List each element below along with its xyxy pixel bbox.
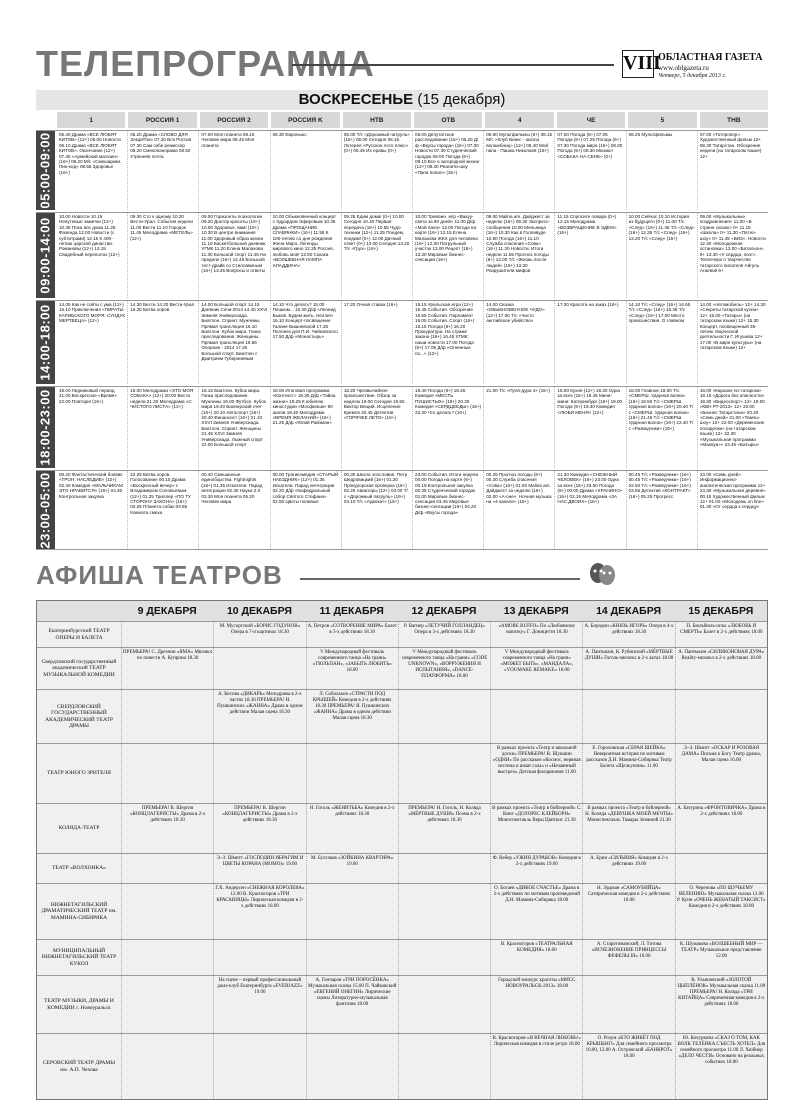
listing-cell: 00.45 Т/с «Разведчики» (16+) 00.45 Т/с «Разведчики» (16+) 02.50 Т/с «Разведчики» (16+) 03.55 Детектив «КОНТРАКТ» (16+) 05.25 Прогресс xyxy=(627,471,698,549)
theatre-row xyxy=(37,647,767,689)
listing-cell: 06.25 Мультфильмы xyxy=(627,131,698,210)
performance-cell xyxy=(213,648,305,689)
theatre-logo: МУНИЦИПАЛЬНЫЙ НИЖНЕТАГИЛЬСКИЙ ТЕАТР КУКОЛ xyxy=(41,948,117,967)
theatre-masks-icon xyxy=(588,562,616,586)
performance-cell xyxy=(121,976,213,1033)
performance-cell: Ф. Вебер «УЖИН ДУРАКОВ» Комедия в 2-х действиях 19.00 xyxy=(490,854,582,883)
listing-cell: 00.40 Смешанные единоборства. Fightnights (16+) 01.35 Искатели. Парад интеграции 02.30 Наука 2.0 03.30 Моя планета 05.20 Человек мира xyxy=(199,471,270,549)
performance-cell: «AMORE BUFFO» По «Любовному напитку» Г. Доницетти 18.30 xyxy=(490,622,582,647)
theatre-row xyxy=(37,853,767,883)
theatre-row xyxy=(37,1033,767,1099)
theatre-row xyxy=(37,621,767,647)
performance-cell: П. Бюльбюль-оглы «ЛЮБОВЬ И СМЕРТЬ» Балет в 2-х действиях 18.00 xyxy=(675,622,767,647)
listing-cell: 14.10 Т/с «След» (16+) 14.55 Т/с «След» (16+) 15.35 Т/с «След» (16+) 17.00 Место происшествия. О главном xyxy=(627,301,698,384)
performance-cell: В. Ульяновский «ЗОЛОТОЙ ЦЫПЛЁНОК» Музыкальная сказка 11.00 ПРЕМЬЕРА! Н. Коляда «ТРИ КИТАЙЦА» Современная комедия в 2-х действиях 18.00 xyxy=(675,976,767,1033)
listing-cell: 14.00 Большой спорт 14.15 Дневник Сочи-2014 14.40 XXVI Зимняя Универсиада. Биатлон. Спринт. Мужчины. Прямая трансляция 16.10 Биатлон. Кубок мира. Гонка преследования. Женщины. Прямая трансляция 16.55 Опорная - 2014 17.25 Большой спорт. Биатлон с Дмитрием Губерниевым xyxy=(199,301,270,384)
day-date: (15 декабря) xyxy=(417,91,506,108)
performance-cell: А. Батурина «ФРОНТОВИЧКА» Драма в 2-х действиях 18.00 xyxy=(675,804,767,853)
newspaper-name: ОБЛАСТНАЯ ГАЗЕТА xyxy=(658,52,763,63)
performance-cell: К. Шумакова «ВОЛШЕБНЫЙ МИР — ТЕАТР» Музыкальное представление 12.00 xyxy=(675,940,767,975)
listing-cell: 18.15 Биатлон. Кубок мира. Гонка преследования. Мужчины 19.00 Футбол. Кубок мира 19.40 Баннерский счет (16+) 20.10 Автоспорт (16+) 20.40 Финансист (16+) 21.10 XXVI Зимняя Универсиада. Биатлон. Спринт. Женщины 21.45 XXVI Зимняя Универсиада. Лыжный спорт 22.00 Большой спорт xyxy=(199,387,270,468)
time-band-label: 18:00-23:00 xyxy=(36,387,55,468)
date-header: 11 ДЕКАБРЯ xyxy=(319,605,384,617)
performance-cell: В рамках проекта «Театр и школьной доски» ПРЕМЬЕРА! В. Шукшин «ОДНИ» По рассказам «Космос, нервная система и шмат сала» и «Нечаянный выстрел» Детская филармония 11.00 xyxy=(490,744,582,803)
performance-cell xyxy=(121,744,213,803)
theatre-title-rule xyxy=(300,578,580,580)
theatre-row xyxy=(37,883,767,939)
theatre-logo: ТЕАТР ЮНОГО ЗРИТЕЛЯ xyxy=(47,770,111,777)
performance-cell xyxy=(213,744,305,803)
listing-cell: 06.30 Евроньюс xyxy=(271,131,342,210)
performance-cell: ПРЕМЬЕРА! С. Дрезнин «ЯМА» Мюзикл по повести А. Куприна 18.30 xyxy=(121,648,213,689)
listing-cell: 17.20 Очная ставка (16+) xyxy=(342,301,413,384)
listing-cell: 23.25 Битва хоров. Голосование 00.10 Драма «Воскресный вечер» с Владимиром Соловьевым (12+) 01.25 Триллер «ПО ТУ СТОРОНУ ЗАКОНА» (16+) 03.25 Планета собак 03.55 Комната смеха xyxy=(128,471,199,549)
channel-logo: 4 xyxy=(485,112,553,128)
listing-cell: 21.30 Комедия «СНЕЖНЫЙ ЧЕЛОВЕК» (16+) 23.00 Одна за всех (16+) 23.50 Погода (6+) 00.00 Драма «ХРАНИНО» (16+) 02.15 Мелодрама «ЗА НАС ДВОИХ» (16+) xyxy=(555,471,626,549)
performance-cell: О. Розум «КТО ЖИВЁТ ПОД КРЫШЬЮ?» Для семейного просмотра 10.00, 12.00 А. Островский «БАНКРОТ» 18.00 xyxy=(582,1034,674,1099)
time-band-label: 09:00-14:00 xyxy=(36,213,55,298)
performance-cell xyxy=(398,690,490,743)
theatre-logo: ТЕАТР «ВОЛХОНКА» xyxy=(52,865,106,872)
listing-cell: 09.25 Едим дома! (0+) 10.00 Сегодня 10.20 Первая передача (16+) 10.55 Чудо техники (12+) 11.25 Поедем, поедим! (0+) 12.00 Дачный ответ (0+) 13.00 Сегодня 13.20 Т/с «Груз» (16+) xyxy=(342,213,413,298)
listing-cell: 17.30 Красота на заказ (16+) xyxy=(555,301,626,384)
performance-cell xyxy=(306,1034,398,1099)
masthead xyxy=(36,44,768,84)
listing-cell: 10.00 Обыкновенный концерт с Эдуардом Эфировым 10.35 Драма «ПРОЩАНИЕ СЛАВЯНКИ» (16+) 11.55 К 100-летию со дня рождения Жена Марэ. Легенды мирового кино 12.25 Россия, любовь моя! 12.50 Сказка «ВОЛШЕБНАЯ ЛАМПА АЛАДДИНА» xyxy=(271,213,342,298)
performance-cell: ПРЕМЬЕРА! Н. Гоголь, Н. Коляда «МЁРТВЫЕ ДУШИ» Поэма в 2-х действиях 18.30 xyxy=(398,804,490,853)
performance-cell xyxy=(398,940,490,975)
date-header: 14 ДЕКАБРЯ xyxy=(596,605,661,617)
theatre-logo: ТЕАТР МУЗЫКИ, ДРАМЫ И КОМЕДИИ г. Новоуральск xyxy=(44,998,114,1011)
listing-cell: 14.00 Сказка «ОБЫКНОВЕННОЕ ЧУДО» (12+) 17.00 Т/с «Чисто английское убийство» xyxy=(484,301,555,384)
theatre-row xyxy=(37,743,767,803)
newspaper-site: www.oblgazeta.ru xyxy=(658,64,709,72)
listing-cell: 00.30 Школа злословия. Петр Шедровицкий (16+) 01.20 Прокурорская проверка (16+) 02.25 Авиаторы (12+) 03.00 Т/с «Дорожный патруль» (16+) 03.10 Т/с «Адвокат» (16+) xyxy=(342,471,413,549)
theatre-row xyxy=(37,975,767,1033)
performance-cell: О. Богаев «ДИКОЕ СЧАСТЬЕ» Драма в 2-х действиях по мотивам произведений Д.Н. Мамина-Сибиряка 18.00 xyxy=(490,884,582,939)
channel-header-row xyxy=(57,112,768,128)
title-rule xyxy=(292,64,614,66)
performance-cell: А. Гончаров «ТРИ ПОРОСЁНКА» Музыкальная сказка 15.00 П. Чайковский «ЕВГЕНИЙ ОНЕГИН» Лирические сцены Литературно-музыкальная фантазия 18.00 xyxy=(306,976,398,1033)
channel-logo: РОССИЯ K xyxy=(271,112,339,128)
theatre-row xyxy=(37,803,767,853)
channel-logo: ТНВ xyxy=(700,112,768,128)
performance-cell xyxy=(675,854,767,883)
listing-cell: 14.30 Вести 14.20 Вести-Урал 16.25 Битва хоров xyxy=(128,301,199,384)
channel-logo: 1 xyxy=(57,112,125,128)
time-band-label: 14:00-18:00 xyxy=(36,301,55,384)
performance-cell: V Международный фестиваль современного танца «На грани» «ТЮЛЬПАН», «ЗАБЫТЬ ЛЮБИТЬ» 18.00 xyxy=(306,648,398,689)
time-band xyxy=(36,386,768,468)
performance-cell: Г.Х. Андерсен «СНЕЖНАЯ КОРОЛЕВА» 12.00 В. Красногоров «ТРИ КРАСАВИЦЫ» Лирическая комедия в 2-х действиях 18.00 xyxy=(213,884,305,939)
performance-cell xyxy=(675,690,767,743)
performance-cell: А. Кесова «ДИКАРЬ» Мелодрама в 2-х частях 18.30 ПРЕМЬЕРА! Н. Пушкинских «ЖАННА» Драма в одном действии Малая сцена 18.30 xyxy=(213,690,305,743)
listing-cell: 11.15 Спросите повара (0+) 12.15 Мелодрама «ВОЗВРАЩЕНИЕ В ЭДЕМ» (16+) xyxy=(555,213,626,298)
performance-cell: Э.-З. Шмитт «ОСКАР И РОЗОВАЯ ДАМА» Письма к Богу Театр драмы, Малая сцена 16.00 xyxy=(675,744,767,803)
performance-cell xyxy=(121,1034,213,1099)
listing-cell: 10.00 Сейчас 10.10 История из будущего (0+) 11.00 Т/с «След» (16+) 11.45 Т/с «След» (16+) 12.35 Т/с «След» (16+) 13.20 Т/с «След» (16+) xyxy=(627,213,698,298)
listing-cell: 15.15 Уральская игра (12+) 15.45 События. Обозрение 15.55 События. Парламент 16.05 События. Спорт (16+) 16.15 Погода (6+) 16.20 Прокуратура. На страже закона (16+) 16.45 УГМК: наши новости 17.00 Погода (6+) 17.05 Д/ф «Огненные по...» (12+) xyxy=(413,301,484,384)
theatre-schedule-table xyxy=(36,600,768,1100)
performance-cell: Л. Собольков «СТРАСТИ ПОД КРЫШЕЙ» Комедия в 2-х действиях 18.30 ПРЕМЬЕРА! Я. Пушкинских «ЖАННА» Драма в одном действии Малая сцена 18.30 xyxy=(306,690,398,743)
performance-cell xyxy=(398,1034,490,1099)
theatre-logo: СЕРОВСКИЙ ТЕАТР ДРАМЫ им. А.П. Чехова xyxy=(42,1060,116,1073)
performance-cell: ПРЕМЬЕРА! В. Шергин «КОНЦЛАГЕРИСТЫ» Драма в 2-х действиях 18.30 xyxy=(213,804,305,853)
listing-cell: 07.00 Моя планета 08.15 Человек мира 08.45 Моя планета xyxy=(199,131,270,210)
listing-cell: 10.00 Тревожн. мгр «Вакуу-света за 80 дней» 11.00 Д/ф «Мой папа» 12.00 Погода на карте (16+) 12.15 Елена Малахова ЖКХ для человека (16+) 12.30 Патрульный участок 13.00 Рецепт (16+) 13.30 Мировые бизнес-сенсации (16+) xyxy=(413,213,484,298)
performance-cell xyxy=(398,854,490,883)
theatre-logo: Екатеринбургский ТЕАТР ОПЕРЫ И БАЛЕТА xyxy=(48,628,110,641)
performance-cell xyxy=(121,940,213,975)
performance-cell xyxy=(398,744,490,803)
listing-cell: 18.00 «Караоке по-татарски» 18.15 «Дорога без опасности» 18.30 «Видеоспорт» 12+ 19.00 «КВН РТ-2013» 12+ 20.00 «Бизнес Татарстана» 20.30 «Семь дней» 21.00 «Тамчы-шоу» 12+ 22.00 «Деревенские посиделки» (на татарском языке) 12+ 22.30 «Музыкальная программа «Манкуа»» 23.45 «Батыры» xyxy=(699,388,765,448)
performance-cell: Э.-З. Шмитт «ГОСПОДИН ИБРАГИМ И ЦВЕТЫ КОРАНА (МОМО)» 19.00 xyxy=(213,854,305,883)
performance-cell: Р. Вагнер «ЛЕТУЧИЙ ГОЛЛАНДЕЦ» Опера в 3-х действиях 18.30 xyxy=(398,622,490,647)
performance-cell xyxy=(582,690,674,743)
listing-cell: 23.00 «Семь дней». Информационно-аналитическая программа 12+ 23.30 «Музыкальная деревня» 00.15 Художественный фильм 12+ 01.00 «Молодежь on line» 01.30 «От сердца к сердцу» xyxy=(699,472,766,510)
performance-cell: М. Мусоргский «БОРИС ГОДУНОВ» Опера в 7-и картинах 18.30 xyxy=(213,622,305,647)
time-band xyxy=(36,300,768,384)
theatre-row xyxy=(37,939,767,975)
date-header: 13 ДЕКАБРЯ xyxy=(503,605,569,617)
listing-cell: 23.00 События. Итоги недели 00.00 Погода на карте (6+) 00.15 Контрольная закупка 00.35 Студенческий городок 01.00 Мировые бизнес-сенсации 03.45 Мировые бизнес-сенсации (16+) 04.20 Д/ф «Вкусы города» xyxy=(413,471,484,549)
performance-cell: В. Красногоров «И ВЕЧНАЯ ЛЮБОВЬ!» Лирическая комедия в стиле ретро 18.00 xyxy=(490,1034,582,1099)
listing-cell: 07.00 «Тотпропер». Художественный фильм 12+ 08.30 Татарстан. Обозрение недели (на татарском языке) 12+ xyxy=(699,132,762,159)
performance-cell: А. Пантыкин «СИЛИКОНОВАЯ ДУРА» Reality-мюзикл в 2-х действиях 18.00 xyxy=(675,648,767,689)
page-number: VIII xyxy=(622,50,654,78)
time-band-label: 05:00-09:00 xyxy=(36,131,55,210)
theatre-logo: НИЖНЕТАГИЛЬСКИЙ ДРАМАТИЧЕСКИЙ ТЕАТР им. МАМИНА-СИБИРЯКА xyxy=(41,902,117,921)
listing-cell: 00.20 Фантастический боевик «ТРОН: НАСЛЕДИЕ» (12+) 02.40 Комедия «МАЛЬЧИКАМ ЭТО НРАВИТСЯ» (16+) 04.30 Контрольная закупка xyxy=(57,471,128,549)
performance-cell xyxy=(121,854,213,883)
channel-logo: РОССИЯ 2 xyxy=(200,112,268,128)
date-header: 9 ДЕКАБРЯ xyxy=(137,605,197,617)
listing-cell: 05.20 Драма «СЛОВО ДЛЯ ЗАЩИТЫ» 07.20 Вся Россия 07.30 Сам себе режиссер 08.20 Смехопанорама 08.50 Утренняя почта xyxy=(128,131,199,210)
performance-cell: Е. Гороховская «СЕРАЯ ШЕЙКА» Невероятная история по мотивам рассказов Д.Н. Мамина-Сибиряка Театр Балета «Щелкунчик» 11.00 xyxy=(582,744,674,803)
date-header: 12 ДЕКАБРЯ xyxy=(411,605,477,617)
date-header: 15 ДЕКАБРЯ xyxy=(688,605,754,617)
day-name: ВОСКРЕСЕНЬЕ xyxy=(298,91,414,108)
theatre-date-header xyxy=(37,601,767,621)
theatre-logo: Свердловский государственный академический ТЕАТР МУЗЫКАЛЬНОЙ КОМЕДИИ xyxy=(41,659,117,678)
listing-cell: 14.05 Как не сойти с ума (12+) 15.10 Приключения «ПИРАТЫ КАРИБСКОГО МОРЯ: СУНДУК МЕРТВЕЦА» (12+) xyxy=(57,301,128,384)
performance-cell xyxy=(213,1034,305,1099)
listing-cell: 18.00 Главное 19.00 Т/с «СМЕРШ. Ударная волна» (16+) 19.50 Т/с «СМЕРШ. Ударная волна» (16+) 20.40 Т/с «СМЕРШ. Ударная волна» (16+) 21.45 Т/с «СМЕРШ. Ударная волна» (16+) 22.40 Т/с «Разведчики» (16+) xyxy=(627,387,698,468)
listing-cell: 10.00 Новости 10.15 Непутевые заметки (12+) 10.35 Пока все дома 11.25 Фазенда 12.00 Новости (с субтитрами) 12.15 К 400-летию царской династии. Романовы (12+) 13.15 Свадебный переполох (12+) xyxy=(57,213,128,298)
time-band xyxy=(36,470,768,550)
issue-date: Четверг, 5 декабря 2013 г. xyxy=(658,73,727,79)
performance-cell: V Международный фестиваль современного танца «На грани» «CODE UNKNOWN», «ВОРРУЖЕНИЯ И ИСПЫТАНИЯ», «DANCE-ПЛАТФОРМА» 18.00 xyxy=(398,648,490,689)
listing-cell: 18.00 Кухня (12+) 18.30 Одна за всех (16+) 18.45 Мини-мини: Катеринбург (16+) 19.00 Погода (6+) 19.30 Комедия «ЛЮБИ МЕНЯ» (12+) xyxy=(555,387,626,468)
listing-cell: 09.00 Горизонты психологии 09.20 Доктор красоты (16+) 10.00 Здоровье, вам! (16+) 10.30 В центре внимания 11.00 Здоровый образ жизни 11.10 Баскетбольный дневник УГМК 11.20 Елена Малахова 11.30 Большой спорт 11.45 На пределе (16+) 12.45 Большой тест-драйв со Стиллавиным (16+) 13.45 Вопросы и ответы xyxy=(199,213,270,298)
performance-cell: М. Булгаков «ЗОЙКИНА КВАРТИРА» 19.00 xyxy=(306,854,398,883)
performance-cell xyxy=(121,690,213,743)
performance-cell: Н. Эрдман «САМОУБИЙЦА» Сатирическая комедия в 2-х действиях 18.00 xyxy=(582,884,674,939)
theatre-logo: СВЕРДЛОВСКИЙ ГОСУДАРСТВЕННЫЙ АКАДЕМИЧЕСКИЙ ТЕАТР ДРАМЫ xyxy=(45,704,113,729)
performance-cell: В. Красногоров «ТЕАТРАЛЬНАЯ КОМЕДИЯ» 18.00 xyxy=(490,940,582,975)
listing-cell: 18.00 Мелодрама «ЭТО МОЯ СОБАКА» (12+) 20.00 Вести недели 21.30 Мелодрама «С ЧИСТОГО ЛИСТА» (12+) xyxy=(128,387,199,468)
performance-cell: А. Ерин «СИЛЬВИЯ» Комедия в 2-х действиях 19.00 xyxy=(582,854,674,883)
performance-cell xyxy=(306,940,398,975)
performance-cell: О. Черепова «ПО ЩУЧЬЕМУ ВЕЛЕНИЮ» Музыкальная сказка 12.00 Р. Куни «ОЧЕНЬ ЖЕНАТЫЙ ТАКСИСТ» Комедия в 2-х действиях 18.00 xyxy=(675,884,767,939)
listing-cell: 14.00 «Автомобиль» 12+ 14.30 «Секреты татарской кухни» 12+ 15.00 «Татары» (на татарском языке) 12+ 15.30 Концерт, посвященный 35-летию творческой деятельности Г. Игушева 12+ 17.00 «В мире культуры» (на татарском языке) 12+ xyxy=(699,302,766,351)
theatre-logo: КОЛЯДА-ТЕАТР xyxy=(58,825,100,832)
listing-cell: 18.40 Погода (6+) 18.45 Комедия «МЕСТЬ ПУШИСТЫХ» (16+) 20.20 Комедия «СЕРДЦЕЕДЫ» (16+) 22.30 Что делать? (16+) xyxy=(413,387,484,468)
listing-cell: 00.00 Трагикомедия «СТАРЫЙ НАЕЗДНИК» (12+) 01.35 Искатели. Парад интеграции 02.20 Д/ф «Кафедральный собор Святого Стефана» 02.55 Цветы полевые xyxy=(271,471,342,549)
listing-cell: 07.00 Погода (6+) 07.05 Погода (6+) 07.25 Погода (6+) 07.30 Погода мира (16+) 08.00 Погода (6+) 08.30 Мюзикл «СОБАКА НА СЕНЕ» (0+) xyxy=(555,131,626,210)
listing-cell: 09.00 «Музыкальные поздравления» 11.00 «В стране сказок» 0+ 11.15 «Школа» 0+ 11.30 «Пятно-шоу» 0+ 11.45 «ВИЗ». Новости 12.30 «Молодежная остановка» 13.00 «Батальон». 6+ 13.30 «У сердца, поэт». Телеочерк о творчестве татарского писателя Айгуль Агаевой 6+ xyxy=(699,214,766,274)
performance-cell xyxy=(398,884,490,939)
channel-logo: ЧЕ xyxy=(557,112,625,128)
performance-cell: А. Бородин «КНЯЗЬ ИГОРЬ» Опера в 4-х действиях 18.30 xyxy=(582,622,674,647)
performance-cell xyxy=(121,884,213,939)
theatre-section-title: АФИША ТЕАТРОВ xyxy=(36,560,283,590)
listing-cell: 09.30 Сто к одному 10.20 Вести-Урал. События недели 11.00 Вести 11.10 Городок 11.45 Мелодрама «МЕТЕЛЬ» (12+) xyxy=(128,213,199,298)
time-band xyxy=(36,130,768,210)
performance-cell: А. Петров «СОТВОРЕНИЕ МИРА» Балет в 3-х действиях 18.30 xyxy=(306,622,398,647)
performance-cell xyxy=(490,690,582,743)
channel-logo: РОССИЯ 1 xyxy=(128,112,196,128)
page-title: ТЕЛЕПРОГРАММА xyxy=(36,43,375,84)
time-band-label: 23:00-05:00 xyxy=(36,471,55,549)
performance-cell xyxy=(306,884,398,939)
performance-cell: В рамках проекта «Театр в бойлерной» Н. Коляда «ДЕВУШКА МОЕЙ МЕЧТЫ» Моноспектакль Тамары Зиминой 21.30 xyxy=(582,804,674,853)
channel-logo: 5 xyxy=(628,112,696,128)
time-band xyxy=(36,212,768,298)
date-header: 10 ДЕКАБРЯ xyxy=(226,605,292,617)
performance-cell xyxy=(582,976,674,1033)
performance-cell: Городской конкурс красоты «МИСС НОВОУРАЛЬСК-2013» 18.00 xyxy=(490,976,582,1033)
listing-cell: 14.10 Что делать? 15.00 Пешком... 15.30 Д/ф «Леонид Быков. Будем жить, Нелли!» 16.10 Концерт-посвящение Галине Вишневской 17.25 Полонез для П.И. Чайковского 17.50 Д/ф «Монастырь» xyxy=(271,301,342,384)
performance-cell xyxy=(121,622,213,647)
listing-cell: 18.00 Итоговая программа «Контекст» 18.30 Д/ф «Тайна жизни» 19.25 К юбилею киностудии «Мосфильм» 90 шагов 19.40 Мелодрама «ВРЕМЯ ЖЕЛАНИЙ» (16+) 21.25 Д/ф «Юлий Райзман» xyxy=(271,387,342,468)
theatre-row xyxy=(37,689,767,743)
performance-cell: Ю. Кочуркина «СКАЗ О ТОМ, КАК ВОЛК ТЕЛЁНКА СЪЕСТЬ ХОТЕЛ» Для семейного просмотра 11.00 Л. Хюбнер «ДЕЛО ЧЕСТИ» Основано на реальных событиях 18.00 xyxy=(675,1034,767,1099)
listing-cell: 05.40 Драма «ВСЕ ЛЮБЯТ КИТОВ» (12+) 06.00 Новости 06.10 Драма «ВСЕ ЛЮБЯТ КИТОВ». Окончание (12+) 07.45 «Армейский магазин» (16+) 08.20 М/с «Смешарики. Пин-код» 08.55 Здоровье (16+) xyxy=(57,131,128,210)
listing-cell: 18.20 Чрезвычайное происшествие. Обзор за неделю 19.00 Сегодня 19.50 Виктор Вещий. Исцеление Кремля 20.45 Детектив «ГОРЯЧЕЕ ЛЕТО» (16+) xyxy=(342,387,413,468)
listing-cell: 09.00 Malina am. Дайджест за неделю (16+) 09.30 Экспресс-сообщения 10.00 Мельница (16+) 10.30 Как в Голливуде 10.50 Погода (16+) 11.10 Служба спасения «Сова» (16+) 11.30 Новости. Итоги недели 11.55 Прогноз погоды (6+) 12.00 Т/с «Жизнь после людей» (16+) 13.30 Разрушители мифов xyxy=(484,213,555,298)
day-banner xyxy=(36,90,768,110)
channel-logo: НТВ xyxy=(343,112,411,128)
listing-cell: 06.00 Т/с «Дорожный патруль» (16+) 08.00 Сегодня 08.15 Лотерея «Русское лото плюс» (0+) 08.45 Их нравы (0+) xyxy=(342,131,413,210)
performance-cell: На сцене – первый профессиональный джаз-клуб Екатеринбурга «EVERJAZZ» 19.00 xyxy=(213,976,305,1033)
performance-cell xyxy=(306,744,398,803)
performance-cell: А. Пантыкин, К. Рубинский «МЁРТВЫЕ ДУШИ» Гоголь-мюзикл в 2-х актах 18.00 xyxy=(582,648,674,689)
listing-cell: 06.00 Мультфильмы (6+) 08.15 М/с «Клуб Винкс - школа волшебниц» (12+) 08.40 Мой папа - Пашка Николаев (16+) xyxy=(484,131,555,210)
performance-cell xyxy=(213,940,305,975)
performance-cell: ПРЕМЬЕРА! В. Шергин «КОНЦЛАГЕРИСТЫ» Драма в 2-х действиях 18.30 xyxy=(121,804,213,853)
performance-cell: А. Старотоманский, Л. Титова «ИСЧЕЗНОВЕНИЕ ПРИНЦЕССЫ ФЕФЕЛЫ III» 16.00 xyxy=(582,940,674,975)
performance-cell xyxy=(398,976,490,1033)
performance-cell: В рамках проекта «Театр в бойлерной» С. Кинг «ДОЛОРЕС КЛЕЙБОРН» Моноспектакль Веры Цвиткис 21.30 xyxy=(490,804,582,853)
listing-cell: 00.25 Прогноз погоды (6+) 00.30 Служба спасения «Сова» (16+) 01.00 Malina am. Дайджест за неделю (16+) 02.00 «А-оне». Ночная музыка на «4 канале» (16+) xyxy=(484,471,555,549)
listing-cell: 21.00 Т/с «Пуля-дура 4» (16+) xyxy=(484,387,555,468)
performance-cell: V Международный фестиваль современного танца «На грани» «МОЖЕТ БЫТЬ», «МАНДАЛА», «YOUMAKE REMAKE» 18.00 xyxy=(490,648,582,689)
channel-logo: ОТВ xyxy=(414,112,482,128)
header-corner xyxy=(37,601,121,621)
listing-cell: 18.00 Ледниковый период 21.00 Воскресное «Время» 22.00 Повтори! (16+) xyxy=(57,387,128,468)
listing-cell: 06.00 Депутатское расследование (16+) 06.20 Д/ф «Вкусы города» (16+) 07.00 Новости 07.30 Студенческий городок 08.00 Погода (6+) 08.10 Все о загородной жизни (12+) 08.30 Реалити-шоу «Папа попал» (16+) xyxy=(413,131,484,210)
performance-cell: Н. Гоголь «ЖЕНИТЬБА» Комедия в 2-х действиях 18.30 xyxy=(306,804,398,853)
